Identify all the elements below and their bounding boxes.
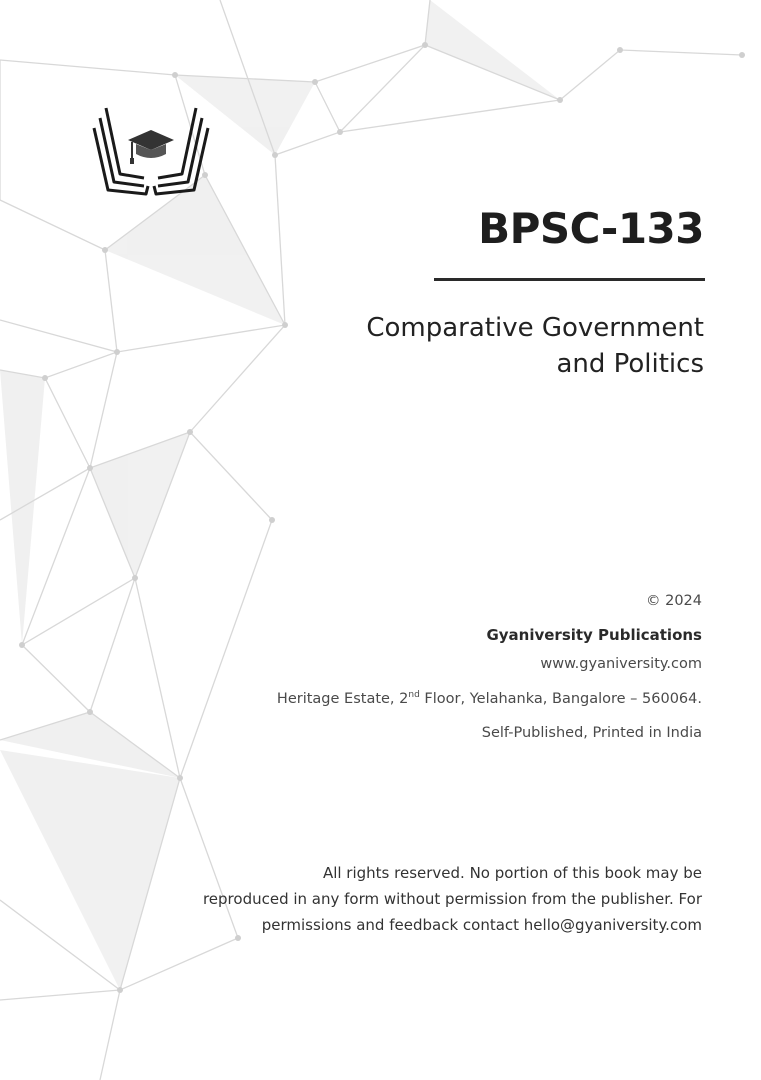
address-superscript: nd [408,690,420,700]
rights-line3: permissions and feedback contact hello@gyaniversity.com [261,916,702,934]
publisher-website: www.gyaniversity.com [540,656,702,672]
course-title [284,310,704,382]
open-book-graduation-cap-icon [86,98,216,198]
course-title-line1: Comparative Government [366,313,704,343]
course-title-line2: and Politics [556,349,704,379]
publisher-name: Gyaniversity Publications [486,626,702,644]
imprint-note: Self-Published, Printed in India [481,725,702,741]
address-part1: Heritage Estate, 2 [276,690,409,707]
title-divider [434,278,705,281]
rights-line2: reproduced in any form without permission from the publisher. For [202,890,702,908]
copyright-year: © 2024 [645,593,702,609]
course-code: BPSC-133 [478,204,704,253]
publisher-address [277,690,702,707]
rights-line1: All rights reserved. No portion of this book may be [322,864,702,882]
address-part2: Floor, Yelahanka, Bangalore – 560064. [419,690,702,707]
rights-notice [132,860,702,938]
